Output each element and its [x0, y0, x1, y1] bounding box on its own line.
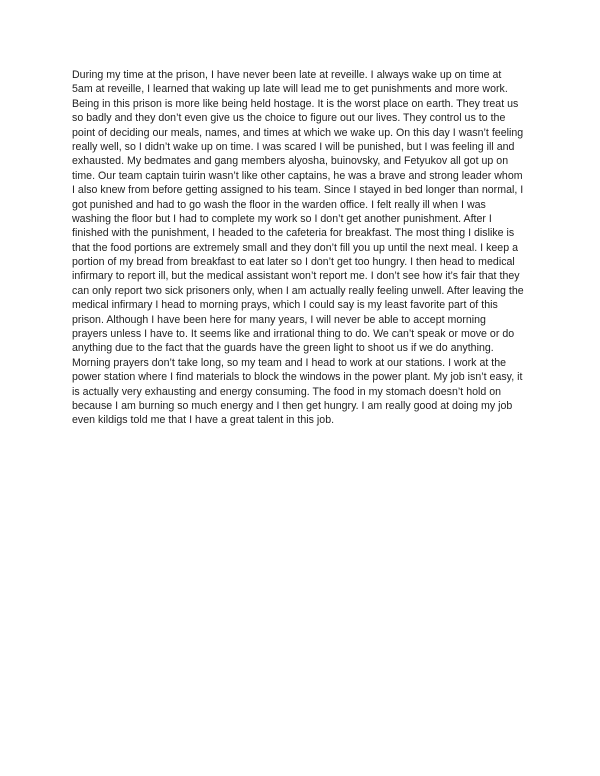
text-line: Being in this prison is more like being held hostage. It is the worst place on earth. They treat us: [72, 97, 519, 110]
text-line: so badly and they don’t even give us the choice to figure out our lives. They control us to the: [72, 112, 506, 125]
text-line: finished with the punishment, I headed to the cafeteria for breakfast. The most thing I dislike is: [72, 227, 515, 240]
text-line: that the food portions are extremely small and they don’t fill you up until the next meal. I keep a: [72, 241, 518, 254]
text-line: because I am burning so much energy and I then get hungry. I am really good at doing my job: [72, 399, 513, 412]
text-line: washing the floor but I had to complete my work so I don’t get another punishment. After I: [72, 212, 492, 225]
text-line: really well, so I didn’t wake up on time. I was scared I will be punished, but I was feeling ill and: [72, 140, 515, 153]
essay-paragraph: [72, 68, 532, 428]
text-line: exhausted. My bedmates and gang members alyosha, buinovsky, and Fetyukov all got up on: [72, 155, 509, 168]
text-line: infirmary to report ill, but the medical assistant won’t report me. I don’t see how it’s fair that they: [72, 270, 520, 283]
text-line: point of deciding our meals, names, and times at which we wake up. On this day I wasn’t feeling: [72, 126, 524, 139]
text-line: I also knew from before getting assigned to his team. Since I stayed in bed longer than normal, I: [72, 184, 524, 197]
text-line: anything due to the fact that the guards have the green light to shoot us if we do anything.: [72, 342, 494, 355]
text-line: Morning prayers don’t take long, so my team and I head to work at our stations. I work at the: [72, 356, 507, 369]
text-line: medical infirmary I head to morning prays, which I could say is my least favorite part of this: [72, 299, 498, 312]
text-line: power station where I find materials to block the windows in the power plant. My job isn’t easy, it: [72, 371, 523, 384]
text-line: got punished and had to go wash the floor in the warden office. I felt really ill when I was: [72, 198, 486, 211]
text-line: During my time at the prison, I have never been late at reveille. I always wake up on time at: [72, 69, 502, 81]
text-line: portion of my bread from breakfast to eat later so I don’t get too hungry. I then head to medical: [72, 256, 515, 269]
text-line: prayers unless I have to. It seems like and irrational thing to do. We can’t speak or move or do: [72, 328, 515, 341]
text-line: 5am at reveille, I learned that waking up late will lead me to get punishments and more work.: [72, 83, 508, 96]
text-line: can only report two sick prisoners only, when I am actually really feeling unwell. After leaving the: [72, 284, 524, 297]
text-line: is actually very exhausting and energy consuming. The food in my stomach doesn’t hold on: [72, 385, 502, 398]
text-line: prison. Although I have been here for many years, I will never be able to accept morning: [72, 313, 486, 326]
text-line: time. Our team captain tuirin wasn’t like other captains, he was a brave and strong leader whom: [72, 169, 523, 182]
text-line: even kildigs told me that I have a great talent in this job.: [72, 414, 335, 427]
